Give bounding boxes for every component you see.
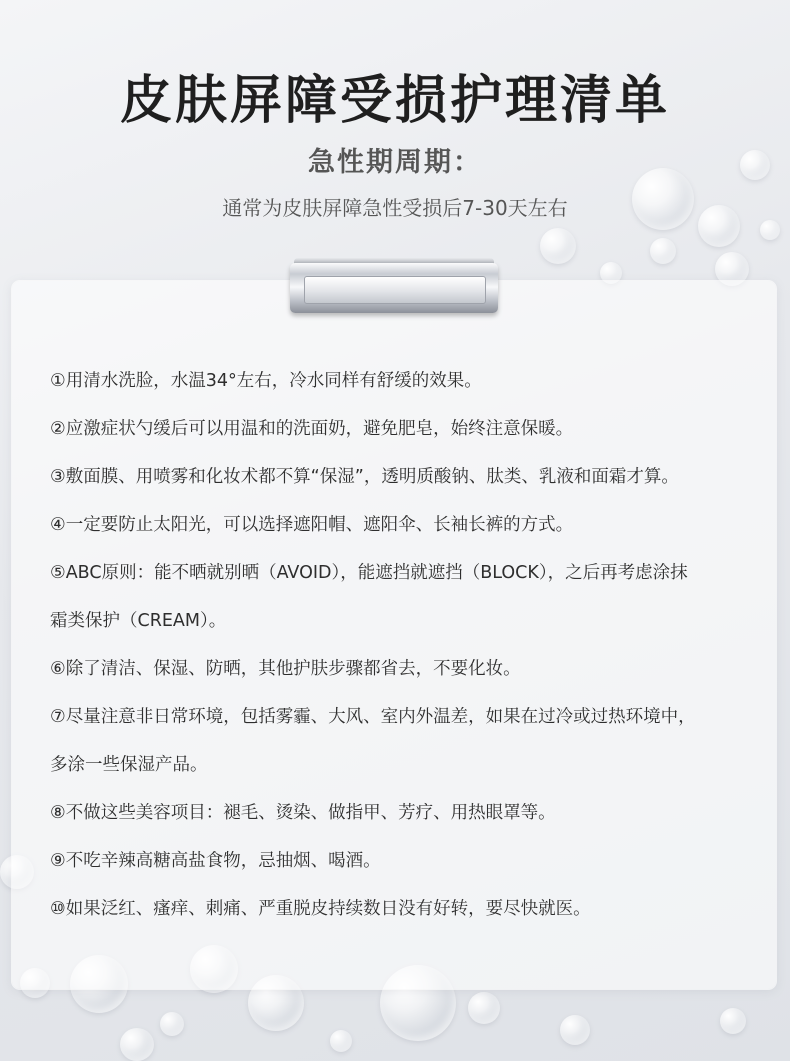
list-item: ④一定要防止太阳光，可以选择遮阳帽、遮阳伞、长袖长裤的方式。: [50, 515, 574, 535]
list-item: ⑥除了清洁、保湿、防晒，其他护肤步骤都省去，不要化妆。: [50, 659, 521, 679]
water-drop-decoration: [160, 1012, 184, 1036]
list-item: ②应激症状勺缓后可以用温和的洗面奶，避免肥皂，始终注意保暖。: [50, 419, 574, 439]
list-item: ⑧不做这些美容项目：褪毛、烫染、做指甲、芳疗、用热眼罩等。: [50, 803, 556, 823]
list-item-continuation: 多涂一些保湿产品。: [50, 755, 208, 775]
water-drop-decoration: [330, 1030, 352, 1052]
list-item: ⑤ABC原则：能不晒就别晒（AVOID），能遮挡就遮挡（BLOCK），之后再考虑涂抹: [50, 563, 688, 583]
clipboard-clip-icon: [290, 258, 498, 316]
water-drop-decoration: [720, 1008, 746, 1034]
page-title: 皮肤屏障受损护理清单: [119, 71, 670, 131]
list-item: ⑨不吃辛辣高糖高盐食物，忌抽烟、喝酒。: [50, 851, 381, 871]
phase-description: 通常为皮肤屏障急性受损后7-30天左右: [222, 196, 568, 220]
water-drop-decoration: [760, 220, 780, 240]
water-drop-decoration: [468, 992, 500, 1024]
list-item: ③敷面膜、用喷雾和化妆术都不算“保湿”，透明质酸钠、肽类、乳液和面霜才算。: [50, 467, 679, 487]
clip-plate: [290, 263, 498, 313]
water-drop-decoration: [540, 228, 576, 264]
phase-subtitle: 急性期周期：: [308, 147, 482, 178]
checklist-items: [50, 357, 760, 933]
list-item: ⑦尽量注意非日常环境，包括雾霾、大风、室内外温差，如果在过冷或过热环境中，: [50, 707, 696, 727]
list-item: ⑩如果泛红、瘙痒、刺痛、严重脱皮持续数日没有好转，要尽快就医。: [50, 899, 591, 919]
list-item: ①用清水洗脸，水温34°左右，冷水同样有舒缓的效果。: [50, 371, 482, 391]
water-drop-decoration: [560, 1015, 590, 1045]
water-drop-decoration: [650, 238, 676, 264]
clip-inner-panel: [304, 276, 486, 304]
water-drop-decoration: [120, 1028, 154, 1061]
list-item-continuation: 霜类保护（CREAM）。: [50, 611, 227, 631]
